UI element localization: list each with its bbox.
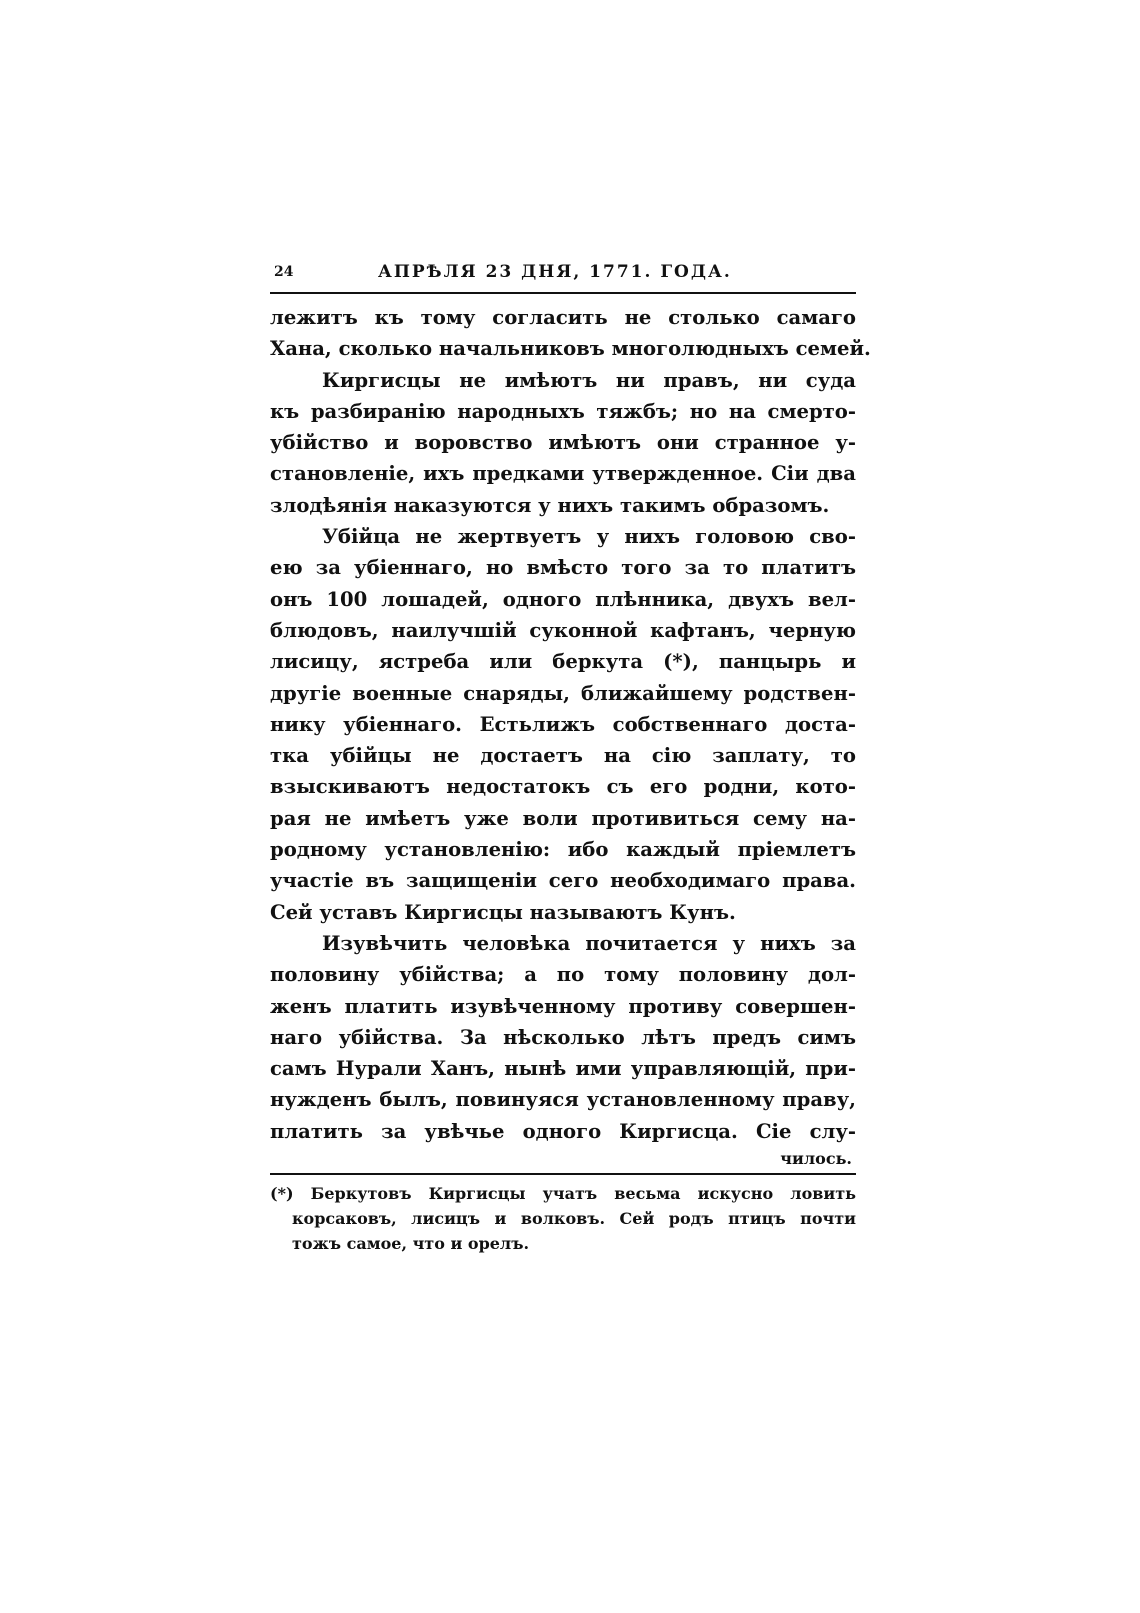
header-rule	[270, 292, 856, 294]
text-line: участiе въ защищенiи сего необходимаго права.	[270, 869, 856, 893]
book-page	[270, 262, 871, 1256]
text-line: Изувѣчить человѣка почитается у нихъ за	[322, 931, 856, 955]
text-line: взыскиваютъ недостатокъ съ его родни, кото-	[270, 775, 856, 799]
text-line: убiйство и воровство имѣютъ они странное у-	[270, 431, 856, 455]
catchword: чилось.	[780, 1149, 852, 1169]
footnote-line: тожъ самое, что и орелъ.	[292, 1234, 530, 1254]
text-line: онъ 100 лошадей, одного плѣнника, двухъ вел-	[270, 587, 856, 611]
text-line: блюдовъ, наилучшiй суконной кафтанъ, черную	[270, 618, 856, 642]
text-line: рая не имѣетъ уже воли противиться сему на-	[270, 806, 856, 830]
text-line: Киргисцы не имѣютъ ни правъ, ни суда	[322, 368, 856, 392]
text-line: половину убiйства; а по тому половину дол-	[270, 963, 856, 987]
text-line: Сей уставъ Киргисцы называютъ Кунъ.	[270, 900, 736, 924]
text-line: ею за убiеннаго, но вмѣсто того за то платитъ	[270, 556, 856, 580]
text-line: становленiе, ихъ предками утвержденное. Сiи два	[270, 462, 856, 486]
running-head-title: АПРѢЛЯ 23 ДНЯ, 1771. ГОДА.	[378, 262, 732, 282]
body-text	[270, 302, 871, 1147]
text-line: родному установленiю: ибо каждый прiемлетъ	[270, 838, 856, 862]
running-head	[270, 262, 856, 288]
text-line: лежитъ къ тому согласить не столько самаго	[270, 306, 856, 329]
text-line: нужденъ былъ, повинуяся установленному праву,	[270, 1088, 856, 1112]
footnote	[270, 1181, 856, 1256]
text-line: нику убiеннаго. Естьлижъ собственнаго доста-	[270, 712, 856, 736]
text-line: другiе военные снаряды, ближайшему родствен-	[270, 681, 856, 705]
text-line: злодѣянiя наказуются у нихъ такимъ образомъ.	[270, 493, 830, 517]
text-line: Убiйца не жертвуетъ у нихъ головою сво-	[322, 525, 856, 549]
text-line: лисицу, ястреба или беркута (*), панцырь и	[270, 650, 856, 674]
footnote-line: (*) Беркутовъ Киргисцы учатъ весьма искусно ловить	[270, 1184, 856, 1204]
text-line: женъ платить изувѣченному противу совершен-	[270, 994, 856, 1018]
text-line: къ разбиранiю народныхъ тяжбъ; но на смерто-	[270, 399, 856, 423]
text-line: Хана, сколько начальниковъ многолюдныхъ семей.	[270, 337, 871, 361]
text-line: самъ Нурали Ханъ, нынѣ ими управляющiй, при-	[270, 1057, 856, 1081]
text-line: наго убiйства. За нѣсколько лѣтъ предъ симъ	[270, 1025, 856, 1049]
text-line: платить за увѣчье одного Киргисца. Сiе слу-	[270, 1119, 856, 1143]
text-line: тка убiйцы не достаетъ на сiю заплату, то	[270, 744, 856, 768]
footnote-line: корсаковъ, лисицъ и волковъ. Сей родъ птицъ почти	[292, 1209, 856, 1229]
footnote-rule	[270, 1173, 856, 1175]
page-number: 24	[274, 264, 294, 280]
